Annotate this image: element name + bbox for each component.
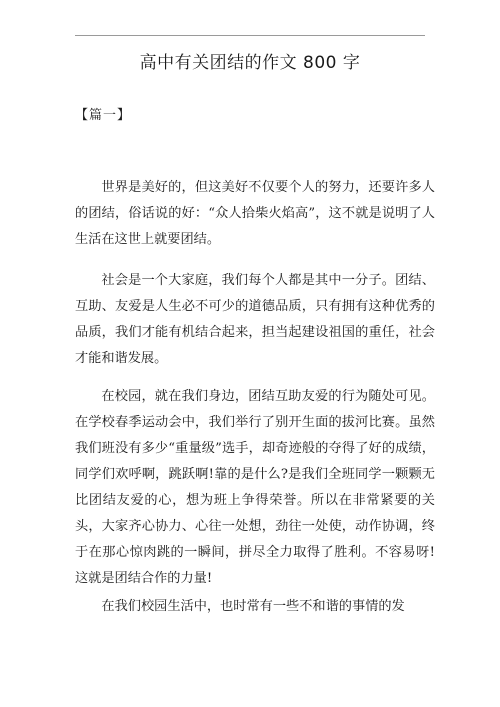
paragraph-4: 在我们校园生活中，也时常有一些不和谐的事情的发 [101,599,405,614]
header-rule [75,35,425,36]
section-label: 【篇一】 [75,108,132,123]
paragraph-1: 世界是美好的，但这美好不仅要个人的努力，还要许多人的团结，俗话说的好：“众人拾柴火焰高”，这不就是说明了人生活在这世上就要团结。 [75,180,435,247]
paragraph-2: 社会是一个大家庭，我们每个人都是其中一分子。团结、互助、友爱是人生必不可少的道德品质，只有拥有这种优秀的品质，我们才能有机结合起来，担当起建设祖国的重任，社会才能和谐发展。 [75,273,435,366]
paragraph-3: 在校园，就在我们身边，团结互助友爱的行为随处可见。在学校春季运动会中，我们举行了别开生面的拔河比赛。虽然我们班没有多少“重量级”选手，却奇迹般的夺得了好的成绩，同学们欢呼啊，跳跃啊!靠的是什么?是我们全班同学一颗颗无比团结友爱的心，想为班上争得荣誉。所以在非常紧要的关头，大家齐心协力、心往一处想，劲往一处使，动作协调，终于在那心惊肉跳的一瞬间，拼尽全力取得了胜利。不容易呀!这就是团结合作的力量! [75,389,435,586]
document-title: 高中有关团结的作文 800 字 [139,53,361,73]
